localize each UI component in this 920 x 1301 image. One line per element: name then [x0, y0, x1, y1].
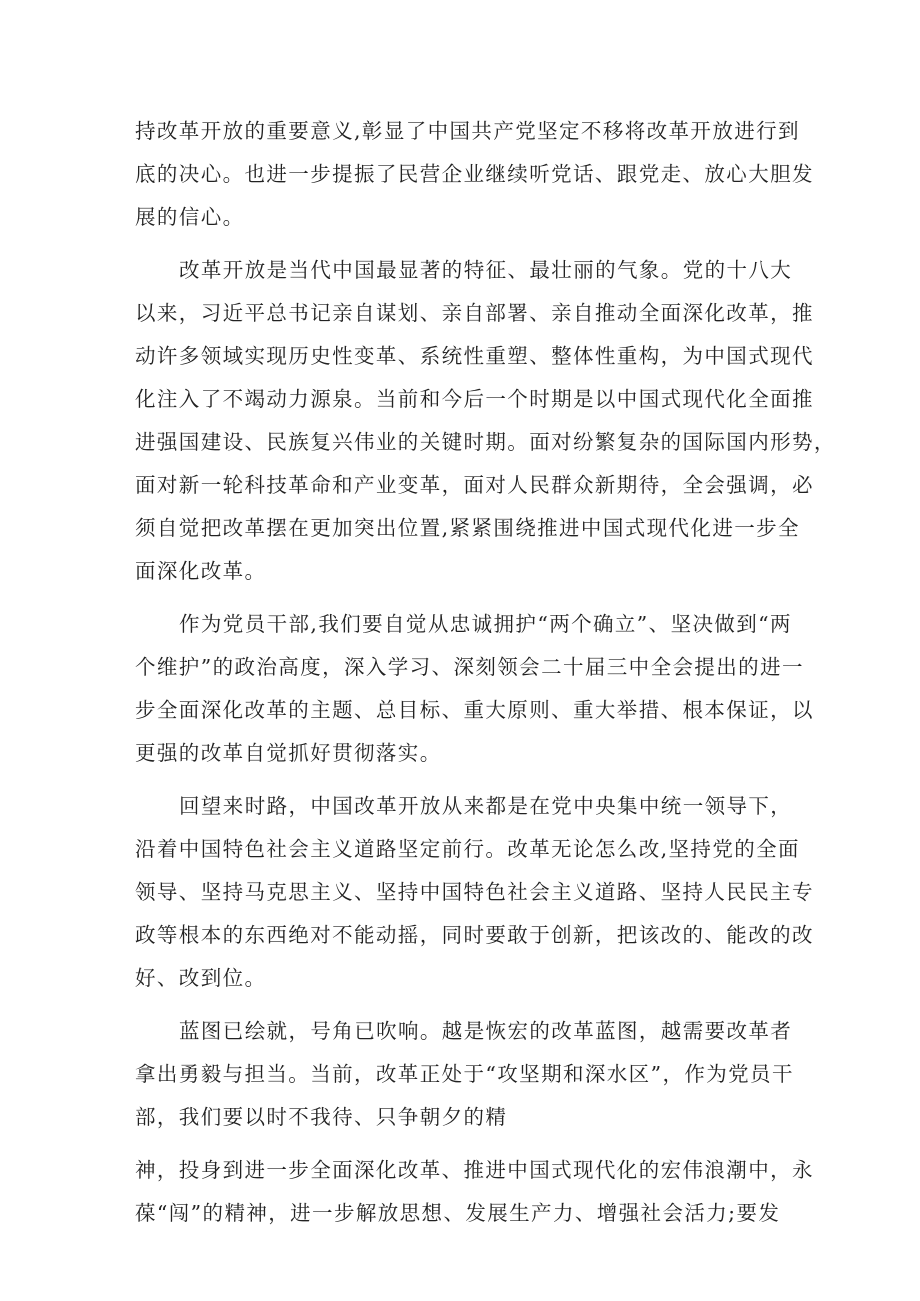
text-line: 化注入了不竭动力源泉。当前和今后一个时期是以中国式现代化全面推 — [135, 387, 814, 411]
paragraph-3 — [135, 603, 814, 775]
text-line: 改革开放是当代中国最显著的特征、最壮丽的气象。党的十八大 — [179, 258, 793, 282]
text-line: 沿着中国特色社会主义道路坚定前行。改革无论怎么改,坚持党的全面 — [135, 837, 800, 861]
paragraph-2 — [135, 249, 836, 593]
document-body — [135, 110, 836, 1245]
paragraph-6 — [135, 1149, 814, 1235]
text-line: 作为党员干部,我们要自觉从忠诚拥护“两个确立”、坚决做到“两 — [179, 612, 792, 636]
text-line: 领导、坚持马克思主义、坚持中国特色社会主义道路、坚持人民民主专 — [135, 880, 814, 904]
text-line: 展的信心。 — [135, 205, 245, 229]
text-line: 更强的改革自觉抓好贯彻落实。 — [135, 741, 442, 765]
text-line: 部，我们要以时不我待、只争朝夕的精 — [135, 1105, 508, 1129]
text-line: 回望来时路，中国改革开放从来都是在党中央集中统一领导下， — [179, 794, 793, 818]
paragraph-1 — [135, 110, 814, 239]
text-line: 神，投身到进一步全面深化改革、推进中国式现代化的宏伟浪潮中，永 — [135, 1158, 814, 1182]
text-line: 蓝图已绘就，号角已吹响。越是恢宏的改革蓝图，越需要改革者 — [179, 1019, 793, 1043]
text-line: 好、改到位。 — [135, 966, 267, 990]
text-line: 面对新一轮科技革命和产业变革，面对人民群众新期待，全会强调，必 — [135, 473, 814, 497]
paragraph-5 — [135, 1010, 795, 1139]
text-line: 面深化改革。 — [135, 559, 267, 583]
text-line: 持改革开放的重要意义,彰显了中国共产党坚定不移将改革开放进行到 — [135, 119, 800, 143]
text-line: 底的决心。也进一步提振了民营企业继续听党话、跟党走、放心大胆发 — [135, 162, 814, 186]
text-line: 步全面深化改革的主题、总目标、重大原则、重大举措、根本保证，以 — [135, 698, 814, 722]
text-line: 进强国建设、民族复兴伟业的关键时期。面对纷繁复杂的国际国内形势， — [135, 430, 836, 454]
text-line: 葆“闯”的精神，进一步解放思想、发展生产力、增强社会活力;要发 — [135, 1201, 781, 1225]
text-line: 须自觉把改革摆在更加突出位置,紧紧围绕推进中国式现代化进一步全 — [135, 516, 800, 540]
text-line: 动许多领域实现历史性变革、系统性重塑、整体性重构，为中国式现代 — [135, 344, 814, 368]
text-line: 以来，习近平总书记亲自谋划、亲自部署、亲自推动全面深化改革，推 — [135, 301, 814, 325]
paragraph-4 — [135, 785, 814, 1000]
text-line: 个维护”的政治高度，深入学习、深刻领会二十届三中全会提出的进一 — [135, 655, 804, 679]
text-line: 政等根本的东西绝对不能动摇，同时要敢于创新，把该改的、能改的改 — [135, 923, 814, 947]
text-line: 拿出勇毅与担当。当前，改革正处于“攻坚期和深水区”，作为党员干 — [135, 1062, 794, 1086]
